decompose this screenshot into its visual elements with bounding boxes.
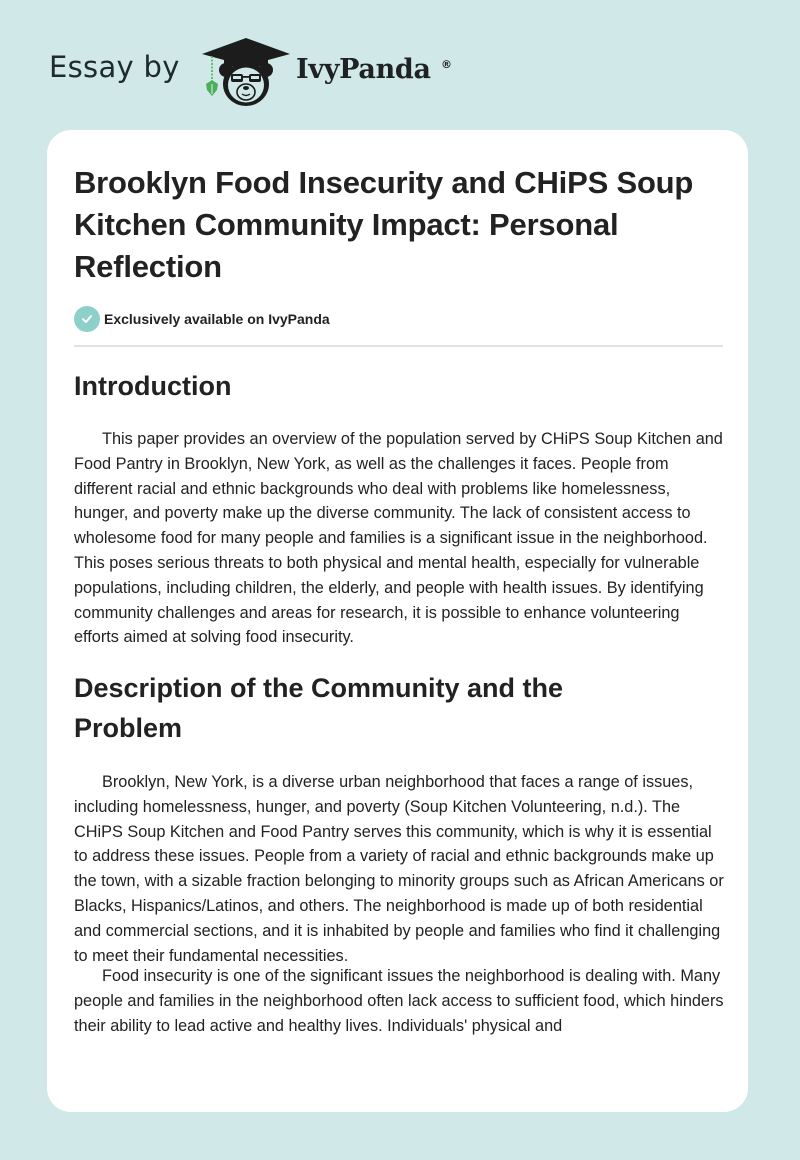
paragraph-food-insecurity: Food insecurity is one of the significant issues the neighborhood is dealing with. Many people and families in the neighborhood often lack access to sufficient food, which hinders their ability to lead active and healthy lives. Individuals' physical and xyxy=(74,967,724,1035)
essay-title: Brooklyn Food Insecurity and CHiPS Soup Kitchen Community Impact: Personal Reflection xyxy=(74,165,694,284)
brand-prefix: Essay by xyxy=(49,50,180,84)
exclusive-badge xyxy=(74,306,330,332)
exclusive-label: Exclusively available on IvyPanda xyxy=(104,311,330,327)
essay-card xyxy=(47,130,748,1112)
header-divider xyxy=(74,345,723,347)
panda-graduation-cap-logo-icon[interactable] xyxy=(200,34,292,110)
brand-header xyxy=(0,0,800,120)
paragraph-introduction: This paper provides an overview of the population served by CHiPS Soup Kitchen and Food Pantry in Brooklyn, New York, as well as the challenges it faces. People from different racial and ethnic backgrounds who deal with problems like homelessness, hunger, and poverty make up the diverse community. The lack of consistent access to wholesome food for many people and families is a significant issue in the neighborhood. This poses serious threats to both physical and mental health, especially for vulnerable populations, including children, the elderly, and people with health issues. By identifying community challenges and areas for research, it is possible to enhance volunteering efforts aimed at solving food insecurity. xyxy=(74,430,723,647)
section-heading-introduction: Introduction xyxy=(74,371,232,401)
check-circle-icon xyxy=(74,306,100,332)
brand-name[interactable]: IvyPanda xyxy=(296,54,431,85)
paragraph-community-description: Brooklyn, New York, is a diverse urban neighborhood that faces a range of issues, including homelessness, hunger, and poverty (Soup Kitchen Volunteering, n.d.). The CHiPS Soup Kitchen and Food Pantry serves this community, which is why it is essential to address these issues. People from a variety of racial and ethnic backgrounds make up the town, with a sizable fraction belonging to minority groups such as African Americans or Blacks, Hispanics/Latinos, and others. The neighborhood is made up of both residential and commercial sections, and it is inhabited by people and families who find it challenging to meet their fundamental necessities. xyxy=(74,773,724,965)
registered-mark: ® xyxy=(441,58,452,71)
section-heading-community-problem: Description of the Community and the Problem xyxy=(74,673,564,743)
